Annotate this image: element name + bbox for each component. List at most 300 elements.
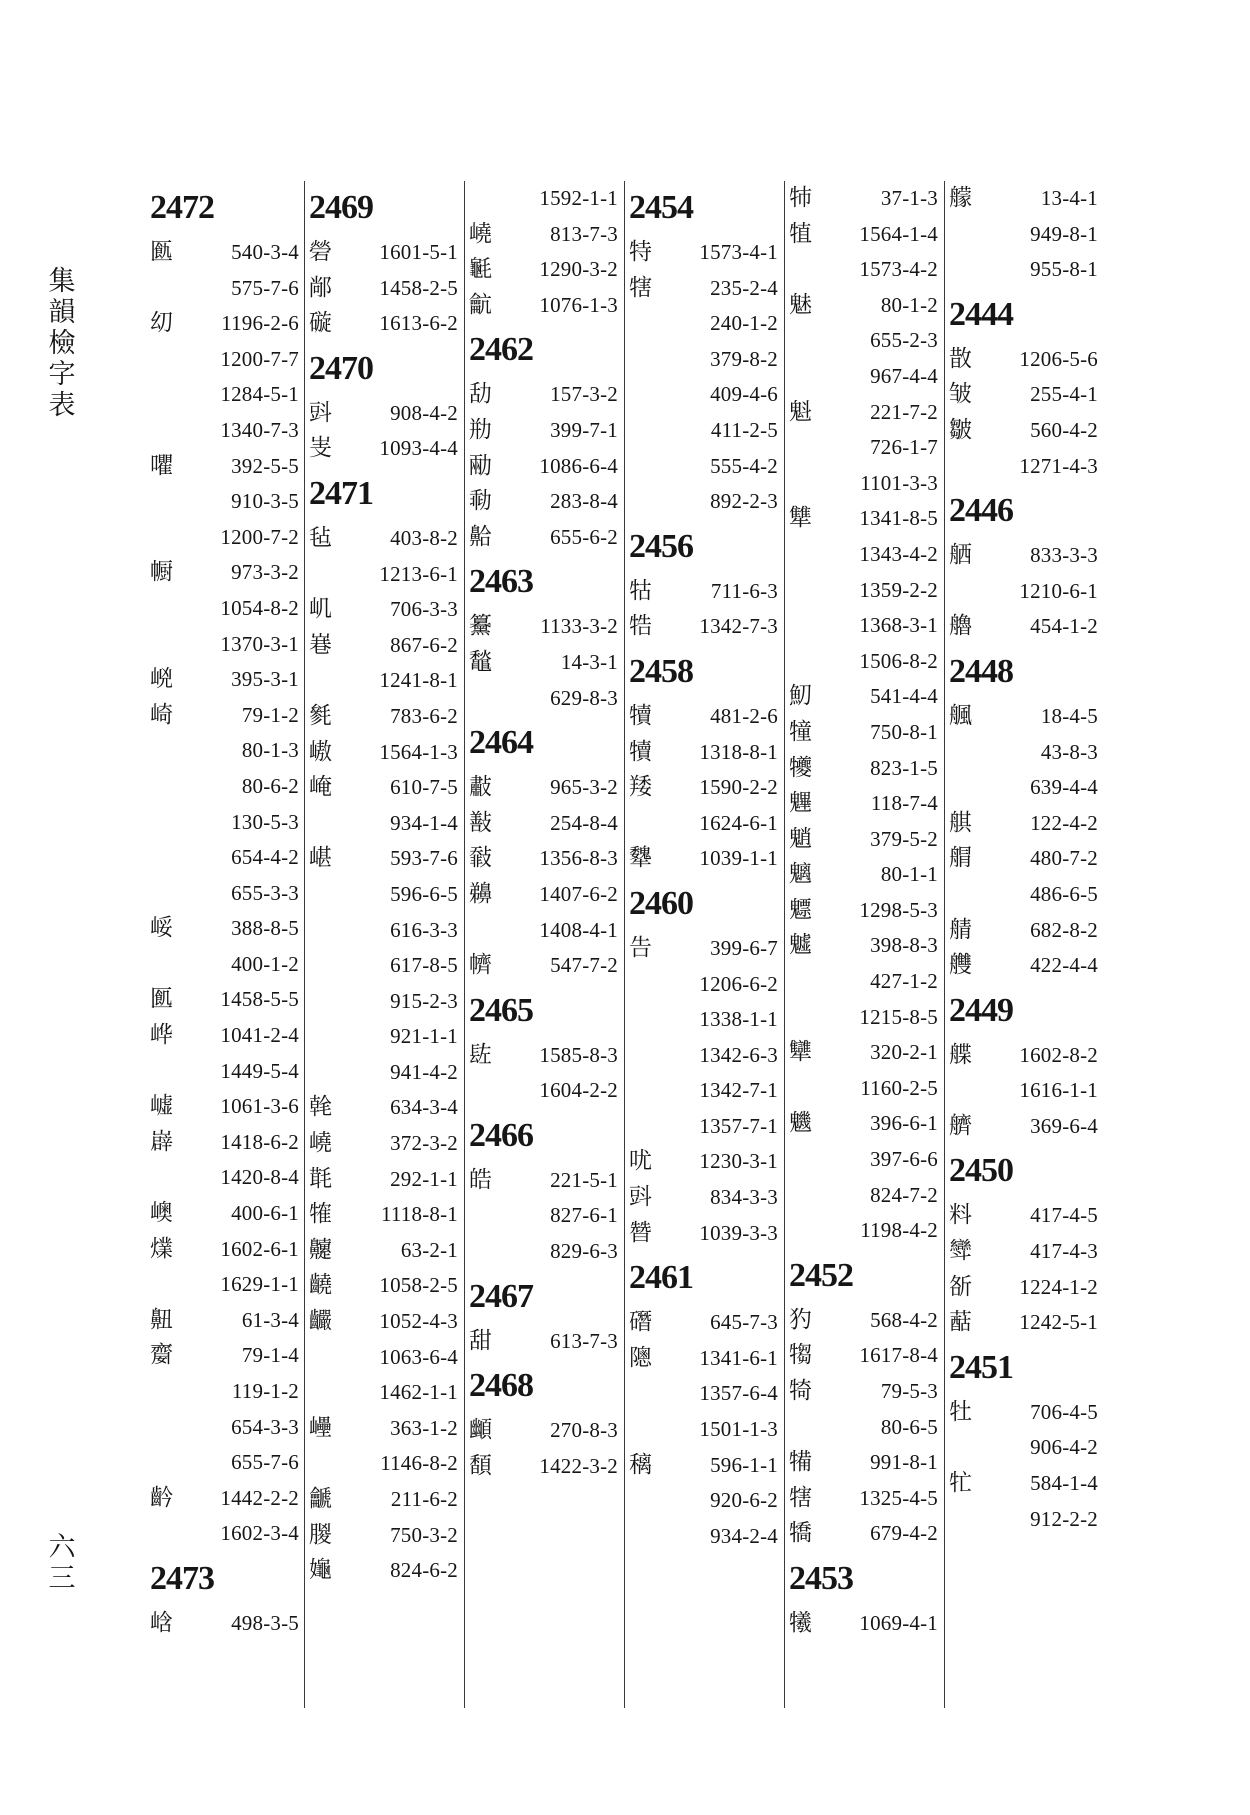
entry-reference: 480-7-2 — [1030, 846, 1098, 871]
entry-character: 䧭 — [629, 1344, 652, 1371]
entry-character: 魓 — [789, 790, 812, 817]
entry-character: 䑵 — [949, 845, 972, 872]
entry-reference: 1341-8-5 — [859, 506, 938, 531]
entry-reference: 824-7-2 — [870, 1182, 938, 1207]
index-entry — [789, 359, 941, 395]
index-entry — [629, 484, 781, 520]
index-entry — [949, 948, 1101, 984]
entry-character: 犧 — [789, 1609, 812, 1636]
index-entry — [629, 413, 781, 449]
entry-reference: 1206-6-2 — [699, 971, 778, 996]
index-entry — [309, 770, 461, 806]
index-entry — [150, 1606, 302, 1642]
index-entry — [949, 1073, 1101, 1109]
index-entry — [150, 733, 302, 769]
title-char: 檢 — [48, 328, 76, 359]
entry-reference: 867-6-2 — [390, 632, 458, 657]
entry-character: 䶳 — [469, 291, 492, 318]
entry-reference: 1573-4-1 — [699, 240, 778, 264]
entry-reference: 1325-4-5 — [859, 1485, 938, 1510]
entry-character: 㔞 — [469, 488, 492, 515]
index-entry — [150, 1481, 302, 1517]
entry-reference: 967-4-4 — [870, 363, 938, 388]
entry-character: 㠗 — [150, 1200, 173, 1227]
index-entry — [309, 699, 461, 735]
index-entry — [469, 1198, 621, 1234]
entry-character: 㟏 — [150, 1609, 173, 1636]
entry-reference: 80-1-3 — [241, 738, 299, 763]
index-entry — [789, 857, 941, 893]
index-entry — [469, 877, 621, 913]
entry-reference: 575-7-6 — [231, 275, 299, 300]
entry-character: 㟎 — [150, 915, 173, 942]
entry-character: 犝 — [789, 718, 812, 745]
index-entry — [150, 342, 302, 378]
index-entry — [949, 538, 1101, 574]
entry-reference: 398-8-3 — [870, 933, 938, 958]
index-entry — [629, 449, 781, 485]
entry-character: 犗 — [629, 274, 652, 301]
entry-reference: 1338-1-1 — [699, 1007, 778, 1032]
entry-character: 䍴 — [629, 774, 652, 801]
index-entry — [309, 1446, 461, 1482]
index-entry — [789, 1213, 941, 1249]
entry-reference: 711-6-3 — [710, 578, 778, 603]
index-entry — [469, 484, 621, 520]
entry-reference: 400-1-2 — [231, 951, 299, 976]
index-entry — [629, 1109, 781, 1145]
index-entry — [469, 1073, 621, 1109]
code-heading: 2461 — [629, 1259, 693, 1297]
entry-character: 䅻 — [629, 1451, 652, 1478]
entry-reference: 13-4-1 — [1040, 186, 1098, 210]
entry-character: 㲦 — [309, 1094, 332, 1121]
index-column-6 — [949, 181, 1101, 1708]
entry-reference: 454-1-2 — [1030, 614, 1098, 639]
entry-reference: 486-6-5 — [1030, 881, 1098, 906]
entry-reference: 1356-8-3 — [539, 846, 618, 871]
entry-character: 䃕 — [309, 239, 332, 265]
index-entry — [309, 1268, 461, 1304]
entry-reference: 1196-2-6 — [221, 311, 299, 336]
entry-character: 㡡 — [150, 559, 173, 586]
index-entry — [309, 396, 461, 432]
index-entry — [309, 1233, 461, 1269]
page-char: 六 — [48, 1532, 76, 1563]
index-entry — [949, 913, 1101, 949]
entry-reference: 283-8-4 — [550, 489, 618, 514]
entry-character: 艭 — [949, 952, 972, 979]
entry-character: 魈 — [789, 825, 812, 852]
index-column-1 — [150, 181, 302, 1708]
code-heading: 2456 — [629, 527, 693, 565]
entry-character: 㟟 — [309, 631, 332, 658]
index-entry — [309, 557, 461, 593]
entry-reference: 568-4-2 — [870, 1307, 938, 1332]
entry-character: 䶖 — [150, 1484, 173, 1511]
index-entry — [309, 806, 461, 842]
entry-reference: 1133-3-2 — [540, 614, 618, 639]
entry-reference: 1506-8-2 — [859, 648, 938, 673]
index-entry — [469, 948, 621, 984]
entry-reference: 396-6-1 — [870, 1111, 938, 1136]
index-entry — [789, 1035, 941, 1071]
index-entry — [150, 698, 302, 734]
index-entry — [949, 574, 1101, 610]
entry-reference: 1342-7-3 — [699, 614, 778, 639]
index-entry — [150, 306, 302, 342]
entry-reference: 1069-4-1 — [859, 1610, 938, 1635]
entry-reference: 1564-1-4 — [859, 221, 938, 246]
entry-reference: 1613-6-2 — [379, 311, 458, 336]
entry-reference: 1054-8-2 — [220, 595, 299, 620]
entry-reference: 1215-8-5 — [859, 1004, 938, 1029]
index-entry — [949, 1038, 1101, 1074]
entry-reference: 682-8-2 — [1030, 917, 1098, 942]
entry-character: 魁 — [789, 398, 812, 425]
index-entry — [150, 413, 302, 449]
entry-character: 䫝 — [469, 1452, 492, 1479]
entry-character: 犗 — [789, 1484, 812, 1511]
entry-reference: 610-7-5 — [390, 775, 458, 800]
entry-character: 魕 — [789, 1110, 812, 1137]
entry-reference: 254-8-4 — [550, 810, 618, 835]
entry-reference: 654-4-2 — [231, 845, 299, 870]
index-entry — [789, 573, 941, 609]
code-heading: 2463 — [469, 563, 533, 601]
entry-reference: 1058-2-5 — [379, 1273, 458, 1298]
index-entry — [949, 1234, 1101, 1270]
entry-reference: 80-1-2 — [880, 292, 938, 317]
entry-reference: 827-6-1 — [550, 1203, 618, 1228]
entry-reference: 43-8-3 — [1040, 739, 1098, 764]
index-entry — [469, 288, 621, 324]
entry-reference: 949-8-1 — [1030, 221, 1098, 246]
entry-character: 㹊 — [309, 1201, 332, 1228]
entry-character: 㪚 — [949, 345, 972, 372]
entry-reference: 1118-8-1 — [380, 1202, 458, 1227]
entry-reference: 1368-3-1 — [859, 613, 938, 638]
index-entry — [469, 1234, 621, 1270]
entry-reference: 130-5-3 — [231, 809, 299, 834]
index-entry — [629, 1144, 781, 1180]
entry-reference: 1573-4-2 — [859, 257, 938, 282]
code-heading: 2470 — [309, 349, 373, 387]
entry-character: 䶊 — [150, 1306, 173, 1333]
index-entry — [629, 1073, 781, 1109]
entry-character: 䶵 — [309, 1486, 332, 1512]
entry-character: 㪾 — [949, 1273, 972, 1300]
entry-character: 舾 — [949, 542, 972, 569]
index-entry — [469, 841, 621, 877]
entry-character: 嶢 — [469, 220, 492, 247]
entry-character: 犢 — [629, 738, 652, 765]
code-heading: 2466 — [469, 1116, 533, 1154]
index-entry — [150, 1054, 302, 1090]
entry-character: 㘗 — [150, 452, 173, 479]
index-entry — [469, 770, 621, 806]
entry-reference: 372-3-2 — [390, 1131, 458, 1156]
entry-character: 㪩 — [469, 774, 492, 801]
index-entry — [309, 592, 461, 628]
entry-reference: 1101-3-3 — [860, 470, 938, 495]
entry-reference: 1271-4-3 — [1019, 453, 1098, 478]
index-entry — [789, 501, 941, 537]
entry-character: 䃡 — [629, 1309, 652, 1336]
entry-reference: 1298-5-3 — [859, 897, 938, 922]
entry-reference: 1602-3-4 — [220, 1521, 299, 1546]
entry-character: 䶏 — [469, 880, 492, 907]
entry-reference: 908-4-2 — [390, 400, 458, 425]
index-entry — [789, 430, 941, 466]
index-entry — [309, 235, 461, 271]
entry-character: 犕 — [789, 1449, 812, 1476]
index-entry — [629, 1038, 781, 1074]
entry-character: 䵸 — [469, 648, 492, 675]
index-entry — [629, 1305, 781, 1341]
entry-reference: 645-7-3 — [710, 1310, 778, 1335]
index-column-4 — [629, 181, 781, 1708]
entry-character: 㓜 — [150, 310, 173, 337]
entry-reference: 1343-4-2 — [859, 541, 938, 566]
entry-reference: 363-1-2 — [390, 1415, 458, 1440]
entry-reference: 596-1-1 — [710, 1452, 778, 1477]
entry-reference: 270-8-3 — [550, 1418, 618, 1443]
entry-character: 嶢 — [309, 1130, 332, 1157]
entry-reference: 417-4-3 — [1030, 1239, 1098, 1264]
entry-character: 特 — [629, 239, 652, 265]
index-entry — [150, 1018, 302, 1054]
index-entry — [629, 574, 781, 610]
entry-character: 䦈 — [469, 1041, 492, 1068]
entry-character: 㞿 — [309, 435, 332, 462]
index-entry — [789, 928, 941, 964]
entry-reference: 1408-4-1 — [539, 917, 618, 942]
entry-reference: 655-2-3 — [870, 328, 938, 353]
entry-reference: 1462-1-1 — [379, 1380, 458, 1405]
entry-reference: 1342-6-3 — [699, 1042, 778, 1067]
index-entry — [309, 663, 461, 699]
code-heading: 2454 — [629, 189, 693, 226]
column-divider — [624, 181, 625, 1708]
index-entry — [789, 751, 941, 787]
entry-character: 艪 — [949, 613, 972, 640]
entry-reference: 613-7-3 — [550, 1328, 618, 1353]
entry-character: 䫜 — [469, 1417, 492, 1444]
index-entry — [949, 1466, 1101, 1502]
entry-character: 犪 — [789, 754, 812, 781]
index-entry — [150, 1338, 302, 1374]
entry-character: 㞦 — [309, 596, 332, 623]
index-entry — [309, 628, 461, 664]
entry-reference: 379-8-2 — [710, 346, 778, 371]
index-entry — [629, 1002, 781, 1038]
entry-reference: 1601-5-1 — [379, 240, 458, 264]
entry-character: 牡 — [949, 1398, 972, 1425]
index-entry — [789, 466, 941, 502]
entry-reference: 411-2-5 — [710, 417, 778, 442]
index-entry — [309, 948, 461, 984]
index-entry — [949, 770, 1101, 806]
entry-reference: 1039-1-1 — [699, 846, 778, 871]
entry-reference: 1063-6-4 — [379, 1344, 458, 1369]
entry-reference: 1442-2-2 — [220, 1485, 299, 1510]
entry-reference: 235-2-4 — [710, 275, 778, 300]
entry-character: 㪨 — [469, 809, 492, 836]
entry-reference: 1629-1-1 — [220, 1272, 299, 1297]
index-entry — [309, 1090, 461, 1126]
entry-character: 䶒 — [150, 1342, 173, 1369]
code-heading: 2449 — [949, 991, 1013, 1029]
entry-reference: 157-3-2 — [550, 382, 618, 407]
index-entry — [309, 1304, 461, 1340]
index-entry — [150, 627, 302, 663]
index-entry — [150, 1303, 302, 1339]
entry-reference: 1052-4-3 — [379, 1309, 458, 1334]
entry-character: 㟅 — [150, 666, 173, 693]
entry-reference: 1359-2-2 — [859, 577, 938, 602]
entry-character: 料 — [949, 1202, 972, 1229]
index-entry — [789, 1106, 941, 1142]
entry-character: 毿 — [309, 702, 332, 729]
index-entry — [309, 521, 461, 557]
entry-reference: 834-3-3 — [710, 1185, 778, 1210]
index-entry — [949, 1395, 1101, 1431]
index-entry — [789, 1606, 941, 1642]
entry-character: 牯 — [629, 577, 652, 604]
index-entry — [949, 1109, 1101, 1145]
entry-character: 皺 — [949, 416, 972, 443]
index-entry — [789, 644, 941, 680]
index-entry — [150, 377, 302, 413]
entry-reference: 388-8-5 — [231, 916, 299, 941]
entry-reference: 240-1-2 — [710, 311, 778, 336]
entry-reference: 915-2-3 — [390, 988, 458, 1013]
code-heading: 2452 — [789, 1256, 853, 1294]
entry-reference: 547-7-2 — [550, 953, 618, 978]
entry-reference: 616-3-3 — [390, 917, 458, 942]
entry-reference: 1242-5-1 — [1019, 1310, 1098, 1335]
index-entry — [150, 876, 302, 912]
entry-character: 䶰 — [469, 256, 492, 283]
index-entry — [309, 306, 461, 342]
entry-character: 牤 — [949, 1470, 972, 1497]
entry-reference: 1458-2-5 — [379, 275, 458, 300]
entry-reference: 122-4-2 — [1030, 810, 1098, 835]
entry-character: 犢 — [629, 702, 652, 729]
entry-reference: 1198-4-2 — [860, 1218, 938, 1243]
entry-reference: 920-6-2 — [710, 1488, 778, 1513]
index-entry — [949, 609, 1101, 645]
index-entry — [789, 608, 941, 644]
index-entry — [150, 235, 302, 271]
entry-reference: 1418-6-2 — [220, 1129, 299, 1154]
index-entry — [150, 1125, 302, 1161]
entry-reference: 1086-6-4 — [539, 453, 618, 478]
entry-character: 艓 — [949, 1041, 972, 1068]
entry-reference: 1616-1-1 — [1019, 1078, 1098, 1103]
entry-reference: 829-6-3 — [550, 1239, 618, 1264]
index-entry — [309, 1482, 461, 1518]
index-entry — [309, 1019, 461, 1055]
entry-reference: 1357-7-1 — [699, 1113, 778, 1138]
entry-reference: 910-3-5 — [231, 489, 299, 514]
entry-reference: 750-3-2 — [390, 1522, 458, 1547]
index-entry — [309, 1197, 461, 1233]
index-entry — [150, 1196, 302, 1232]
entry-character: 㟆 — [150, 1022, 173, 1049]
entry-reference: 1213-6-1 — [379, 561, 458, 586]
entry-reference: 498-3-5 — [231, 1610, 299, 1635]
entry-character: 犄 — [789, 1378, 812, 1404]
index-entry — [789, 1303, 941, 1339]
entry-reference: 1318-8-1 — [699, 739, 778, 764]
entry-reference: 1206-5-6 — [1019, 346, 1098, 371]
entry-reference: 1146-8-2 — [380, 1451, 458, 1476]
index-entry — [629, 735, 781, 771]
entry-reference: 397-6-6 — [870, 1147, 938, 1172]
index-entry — [789, 715, 941, 751]
entry-character: 魑 — [789, 861, 812, 888]
index-entry — [949, 342, 1101, 378]
index-entry — [629, 1376, 781, 1412]
index-entry — [150, 520, 302, 556]
entry-reference: 80-6-5 — [880, 1414, 938, 1439]
entry-reference: 80-6-2 — [241, 773, 299, 798]
entry-reference: 1407-6-2 — [539, 881, 618, 906]
entry-reference: 629-8-3 — [550, 685, 618, 710]
entry-reference: 824-6-2 — [390, 1558, 458, 1583]
entry-reference: 1230-3-1 — [699, 1149, 778, 1174]
entry-reference: 221-5-1 — [550, 1167, 618, 1192]
entry-reference: 37-1-3 — [880, 186, 938, 210]
entry-reference: 1420-8-4 — [220, 1165, 299, 1190]
index-entry — [949, 1270, 1101, 1306]
entry-reference: 726-1-7 — [870, 435, 938, 460]
entry-character: 䶎 — [469, 523, 492, 550]
index-entry — [789, 1000, 941, 1036]
index-entry — [150, 1232, 302, 1268]
entry-reference: 991-8-1 — [870, 1450, 938, 1475]
index-entry — [150, 591, 302, 627]
index-entry — [469, 1038, 621, 1074]
index-entry — [309, 984, 461, 1020]
entry-reference: 1501-1-3 — [699, 1417, 778, 1442]
entry-character: 㠔 — [150, 1128, 173, 1155]
entry-reference: 14-3-1 — [560, 649, 618, 674]
entry-reference: 750-8-1 — [870, 719, 938, 744]
index-entry — [469, 1449, 621, 1485]
entry-character: 毡 — [309, 524, 332, 551]
index-entry — [789, 1445, 941, 1481]
index-entry — [789, 217, 941, 253]
index-entry — [309, 1411, 461, 1447]
index-entry — [469, 1163, 621, 1199]
entry-character: 魅 — [789, 291, 812, 318]
entry-reference: 1585-8-3 — [539, 1042, 618, 1067]
entry-reference: 655-7-6 — [231, 1450, 299, 1475]
entry-character: 㔚 — [469, 381, 492, 408]
entry-reference: 221-7-2 — [870, 399, 938, 424]
index-entry — [789, 1516, 941, 1552]
entry-character: 䶑 — [309, 1236, 332, 1263]
entry-character: 魖 — [789, 932, 812, 959]
entry-reference: 1617-8-4 — [859, 1343, 938, 1368]
code-heading: 2465 — [469, 991, 533, 1029]
index-entry — [309, 431, 461, 467]
index-entry — [150, 1445, 302, 1481]
index-entry — [629, 806, 781, 842]
